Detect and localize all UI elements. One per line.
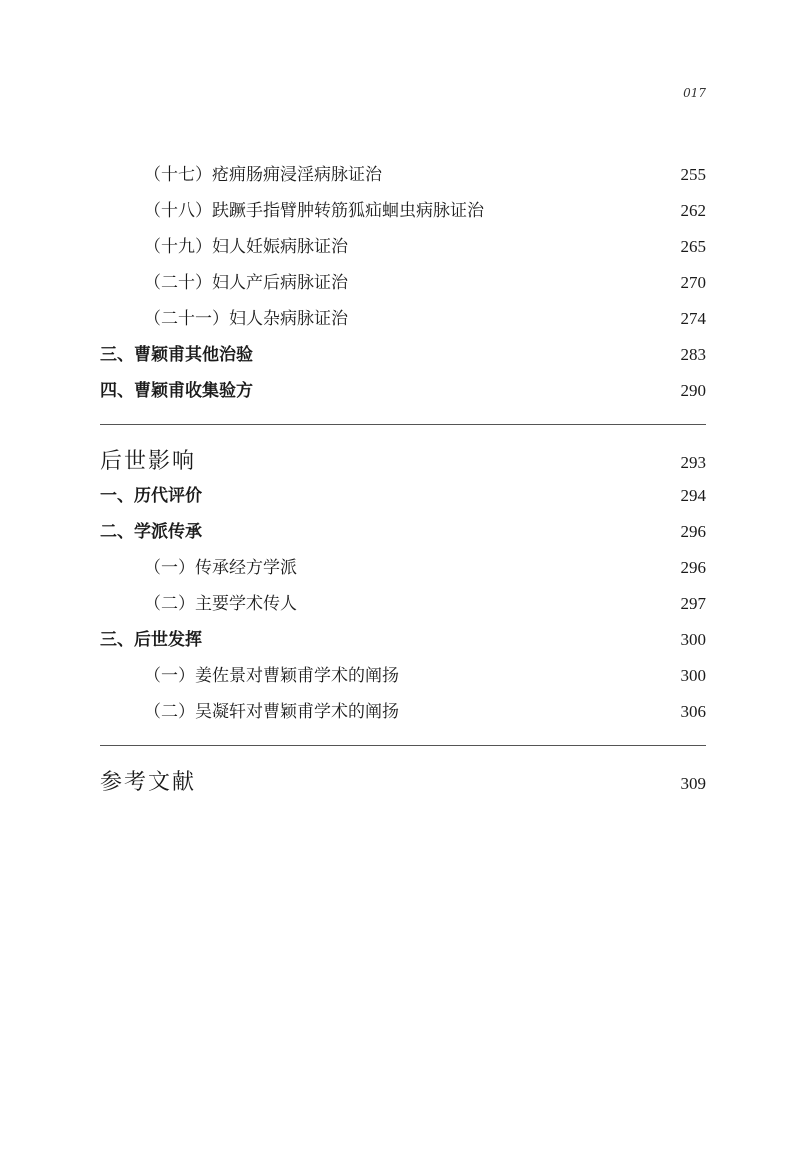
section-divider — [100, 745, 706, 746]
page-number: 017 — [683, 86, 706, 100]
section-divider — [100, 424, 706, 425]
toc-entry-title: 二、学派传承 — [100, 522, 202, 542]
toc-entry-title: 一、历代评价 — [100, 486, 202, 506]
toc-chapter-title: 后世影响 — [100, 449, 197, 474]
toc-entry-page: 265 — [680, 237, 706, 256]
toc-entry-page: 297 — [680, 594, 706, 613]
toc-entry-title: （十八）趺蹶手指臂肿转筋狐疝蛔虫病脉证治 — [144, 201, 484, 221]
toc-entry[interactable] — [100, 592, 706, 616]
toc-entry-title: （一）传承经方学派 — [144, 558, 297, 578]
toc-entry[interactable] — [100, 628, 706, 652]
toc-entry-page: 300 — [680, 666, 706, 685]
toc-entry-page: 296 — [680, 522, 706, 541]
toc-entry[interactable] — [100, 520, 706, 544]
toc-entry-title: 四、曹颖甫收集验方 — [100, 381, 253, 401]
toc-entry[interactable] — [100, 199, 706, 223]
toc-entry[interactable] — [100, 163, 706, 187]
toc-entry-page: 262 — [680, 201, 706, 220]
toc-chapter-page: 293 — [680, 453, 706, 472]
toc-entry[interactable] — [100, 556, 706, 580]
toc-entry-page: 255 — [680, 165, 706, 184]
toc-entry[interactable] — [100, 379, 706, 403]
toc-entry-title: 三、后世发挥 — [100, 630, 202, 650]
toc-entry-title: （十七）疮痈肠痈浸淫病脉证治 — [144, 165, 382, 185]
toc-entry-page: 283 — [680, 345, 706, 364]
toc-entry-page: 294 — [680, 486, 706, 505]
toc-entry-title: （二）主要学术传人 — [144, 594, 297, 614]
toc-entry-title: （一）姜佐景对曹颖甫学术的阐扬 — [144, 666, 399, 686]
toc-entry-page: 306 — [680, 702, 706, 721]
toc-entry-title: （二十一）妇人杂病脉证治 — [144, 309, 348, 329]
toc-entry[interactable] — [100, 271, 706, 295]
toc-chapter-page: 309 — [680, 774, 706, 793]
toc-entry-page: 290 — [680, 381, 706, 400]
toc-entry[interactable] — [100, 484, 706, 508]
toc-entry[interactable] — [100, 343, 706, 367]
toc-entry[interactable] — [100, 307, 706, 331]
toc-entry[interactable] — [100, 235, 706, 259]
toc-entry-page: 296 — [680, 558, 706, 577]
toc-entry-title: （二）吴凝轩对曹颖甫学术的阐扬 — [144, 702, 399, 722]
toc-entry-title: （二十）妇人产后病脉证治 — [144, 273, 348, 293]
toc-chapter-title: 参考文献 — [100, 770, 197, 795]
toc-chapter[interactable] — [100, 450, 706, 475]
toc-entry-page: 300 — [680, 630, 706, 649]
toc-entry-page: 274 — [680, 309, 706, 328]
toc-entry-page: 270 — [680, 273, 706, 292]
toc-chapter[interactable] — [100, 771, 706, 796]
toc-entry-title: （十九）妇人妊娠病脉证治 — [144, 237, 348, 257]
toc-entry-title: 三、曹颖甫其他治验 — [100, 345, 253, 365]
toc-entry[interactable] — [100, 664, 706, 688]
toc-entry[interactable] — [100, 700, 706, 724]
